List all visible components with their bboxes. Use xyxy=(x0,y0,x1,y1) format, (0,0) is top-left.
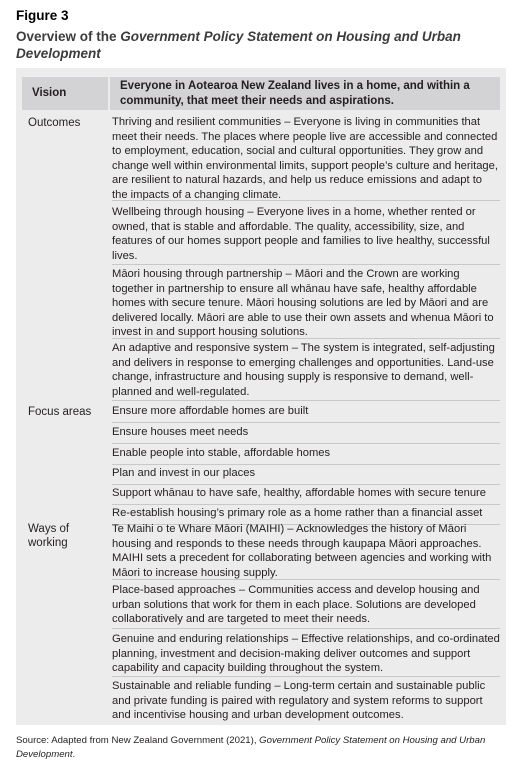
way-of-working-item: Sustainable and reliable funding – Long-term certain and sustainable public and private funding is paired with regulatory and system reforms to support and incentivise housing and urban development outcomes. xyxy=(112,680,486,721)
policy-overview-table xyxy=(16,68,506,725)
focus-area-item: Support whānau to have safe, healthy, affordable homes with secure tenure xyxy=(112,486,500,505)
focus-area-item: Re-establish housing’s primary role as a home rather than a financial asset xyxy=(112,506,500,525)
source-title: Government Policy Statement on Housing and Urban Development xyxy=(16,735,486,760)
way-of-working-item: Genuine and enduring relationships – Effective relationships, and co-ordinated planning, investment and decision-making deliver outcomes and support capability and capacity building throughout the system. xyxy=(112,632,500,677)
ways-of-working-label: Ways of working xyxy=(28,523,70,549)
outcome-item: Thriving and resilient communities – Everyone is living in communities that meet their needs. The places where people live are accessible and connected to employment, education, social and cultural opportunities. They grow and change well within environmental limits, support people’s culture and heritage, are resilient to natural hazards, and help us reduce emissions and adapt to the impacts of a changing climate. xyxy=(112,115,500,201)
figure-label: Figure 3 xyxy=(16,8,69,23)
focus-areas-label: Focus areas xyxy=(28,406,92,418)
outcomes-label: Outcomes xyxy=(28,117,81,129)
outcome-item: Wellbeing through housing – Everyone lives in a home, whether rented or owned, that is stable and affordable. The quality, accessibility, size, and features of our homes support people and families to live healthy, successful lives. xyxy=(112,205,500,265)
focus-area-item: Ensure more affordable homes are built xyxy=(112,404,500,423)
figure-title-italic: Government Policy Statement on Housing and Urban Development xyxy=(16,29,461,61)
source-suffix: . xyxy=(72,749,76,760)
source-note xyxy=(16,734,496,762)
focus-area-item: Plan and invest in our places xyxy=(112,466,500,485)
source-prefix: Source: Adapted from New Zealand Government (2021), xyxy=(16,735,260,746)
way-of-working-item: Te Maihi o te Whare Māori (MAIHI) – Acknowledges the history of Māori housing and responds to these needs through kaupapa Māori approaches. MAIHI sets a precedent for collaborating between agencies and working with Māori to increase housing supply. xyxy=(112,522,500,580)
focus-area-item: Enable people into stable, affordable homes xyxy=(112,446,500,465)
vision-text: Everyone in Aotearoa New Zealand lives in a home, and within a community, that meet their needs and aspirations. xyxy=(110,77,500,110)
outcome-item: Māori housing through partnership – Māori and the Crown are working together in partnership to ensure all whānau have safe, healthy affordable homes with secure tenure. Māori housing solutions are led by Māori and are delivered locally. Māori are able to use their own assets and whenua Māori to invest in and support housing solutions. xyxy=(112,267,500,339)
vision-label: Vision xyxy=(22,77,108,110)
figure-title xyxy=(16,28,476,62)
outcome-item: An adaptive and responsive system – The system is integrated, self-adjusting and delivers in response to emerging challenges and opportunities. Land-use change, infrastructure and housing supply is responsive to demand, well-planned and well-regulated. xyxy=(112,341,500,401)
vision-row xyxy=(22,77,500,110)
focus-area-item: Ensure houses meet needs xyxy=(112,425,500,444)
way-of-working-item: Place-based approaches – Communities access and develop housing and urban solutions that work for them in each place. Solutions are developed collaboratively and are targeted to meet their needs. xyxy=(112,583,500,629)
figure-title-prefix: Overview of the xyxy=(16,29,121,44)
